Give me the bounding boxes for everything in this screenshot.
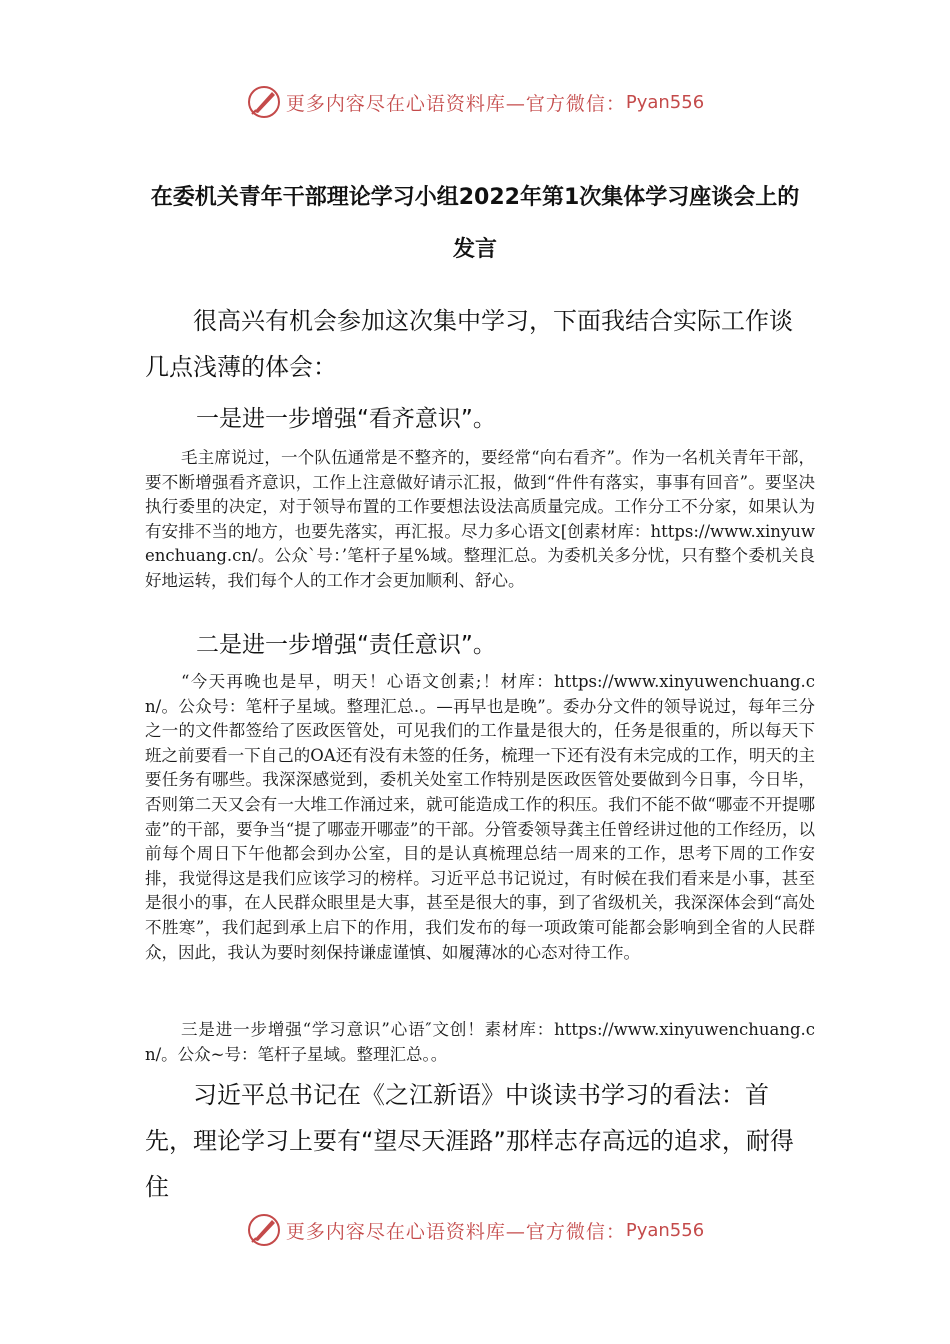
banner-wechat-id: Pyan556 (625, 91, 705, 113)
section1-heading: 一是进一步增强“看齐意识”。 (196, 406, 496, 432)
intro-paragraph: 很高兴有机会参加这次集中学习，下面我结合实际工作谈几点浅薄的体会： (145, 307, 793, 381)
banner-text: 更多内容尽在心语资料库—官方微信： (285, 1220, 626, 1243)
header-watermark-banner (0, 80, 950, 124)
section2-heading: 二是进一步增强“责任意识”。 (196, 632, 496, 658)
footer-watermark-banner (0, 1208, 950, 1252)
document-title: 在委机关青年干部理论学习小组2022年第1次集体学习座谈会上的发言 (150, 185, 800, 262)
section3-body: 三是进一步增强“学习意识”心语″文创！素材库：https://www.xinyuwenchuang.cn/。公众~号：笔杆子星域。整理汇总。。 (145, 1020, 815, 1064)
banner-wechat-id: Pyan556 (625, 1219, 705, 1241)
closing-paragraph: 习近平总书记在《之江新语》中谈读书学习的看法：首先，理论学习上要有“望尽天涯路”那样志存高远的追求，耐得住 (145, 1081, 794, 1201)
quill-logo-icon (246, 1212, 282, 1248)
section1-body: 毛主席说过，一个队伍通常是不整齐的，要经常“向右看齐”。作为一名机关青年干部，要不断增强看齐意识，工作上注意做好请示汇报，做到“件件有落实，事事有回音”。要坚决执行委里的决定，对于领导布置的工作要想法设法高质量完成。工作分工不分家，如果认为有安排不当的地方，也要先落实，再汇报。尽力多心语文[创素材库：https://www.xinyuwenchuang.cn/。公众`号：’笔杆子星%域。整理汇总。为委机关多分忧，只有整个委机关良好地运转，我们每个人的工作才会更加顺利、舒心。 (145, 448, 815, 590)
quill-logo-icon (246, 84, 282, 120)
section2-body: “今天再晚也是早，明天！心语文创素;！材库：https://www.xinyuwenchuang.cn/。公众号：笔杆子星域。整理汇总.。—再早也是晚”。委办分文件的领导说过，每年三分之一的文件都签给了医政医管处，可见我们的工作量是很大的，任务是很重的，所以每天下班之前要看一下自己的OA还有没有未签的任务，梳理一下还有没有未完成的工作，明天的主要任务有哪些。我深深感觉到，委机关处室工作特别是医政医管处要做到今日事，今日毕，否则第二天又会有一大堆工作涌过来，就可能造成工作的积压。我们不能不做“哪壶不开提哪壶”的干部，要争当“提了哪壶开哪壶”的干部。分管委领导龚主任曾经讲过他的工作经历，以前每个周日下午他都会到办公室，目的是认真梳理总结一周来的工作，思考下周的工作安排，我觉得这是我们应该学习的榜样。习近平总书记说过，有时候在我们看来是小事，甚至是很小的事，在人民群众眼里是大事，甚至是很大的事，到了省级机关，我深深体会到“高处不胜寒”，我们起到承上启下的作用，我们发布的每一项政策可能都会影响到全省的人民群众，因此，我认为要时刻保持谦虚谨慎、如履薄冰的心态对待工作。 (145, 672, 815, 962)
banner-text: 更多内容尽在心语资料库—官方微信： (285, 92, 626, 115)
